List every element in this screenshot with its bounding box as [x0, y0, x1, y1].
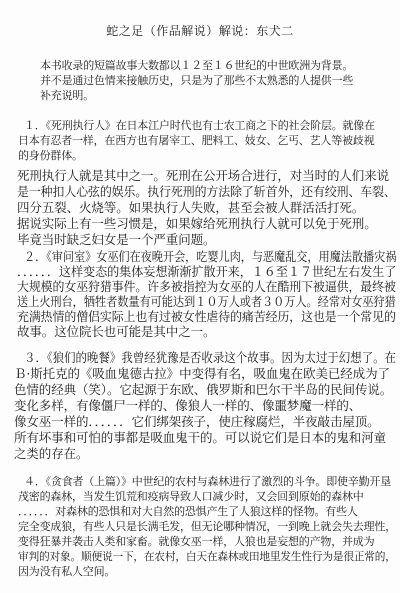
text-line: 色情的经典（笑）。它起源于东欧、俄罗斯和巴尔干半岛的民间传说。 [14, 382, 393, 397]
text-line: 审判的对象。顺便说一下，在农村，白天在森林或田地里发生性行为是很正常的， [18, 550, 396, 563]
text-line: 所有坏事和可怕的事都是吸血鬼干的。可以说它们是日本的鬼和河童 [14, 430, 387, 445]
text-line: ．．．．．．对森林的恐惧和对大自然的恐惧产生了人狼这样的怪物。有些人 [18, 505, 358, 518]
text-line: 茂密的森林，当发生饥荒和疫病导致人口减少时，又会回到原始的森林中 [18, 490, 364, 503]
text-line: 完全变成狼，有些人只是长满毛发，但无论哪种情况，一到晚上就会失去理性， [18, 520, 396, 533]
text-line: ３．《狼们的晚餐》我曾经犹豫是否收录这个故事。因为太过于幻想了。在 [24, 350, 396, 365]
text-line: 的身份群体。 [18, 149, 83, 162]
text-line: 送上火刑台，牺牲者数量有可能达到１０万人或者３０万人。经常对女巫狩猎 [17, 294, 396, 309]
text-line: Ｂ·斯托克的《吸血鬼德古拉》中变得有名，吸血鬼在欧美已经成为了 [14, 366, 390, 381]
text-line: 大规模的女巫狩猎事件。许多被指控为女巫的人在酷刑下被逼供，最终被 [17, 279, 396, 294]
text-line: 补充说明。 [40, 89, 94, 102]
text-line: ．．．．．．这样变态的集体妄想渐渐扩散开来，１６至１７世纪左右发生了 [17, 264, 397, 279]
text-line: 并不是通过色情来接触历史，只是为了那些不太熟悉的人提供一些 [40, 74, 354, 87]
text-line: 死刑执行人就是其中之一。死刑在公开场合进行，对当时的人们来说 [17, 168, 390, 183]
text-line: 之类的存在。 [14, 446, 89, 461]
text-line: 日本有忍者一样，在西方也有屠宰工、肥料工、妓女、乞丐、艺人等被歧视 [18, 134, 375, 147]
text-line: ４．《贪食者（上篇）》中世纪的农村与森林进行了激烈的斗争。即使辛勤开垦 [24, 475, 391, 488]
text-line: 本书收录的短篇故事大数都以１２至１６世纪的中世欧洲为背景。 [40, 59, 354, 72]
page-title: 蛇之足（作品解说）解说：东犬二 [106, 24, 294, 38]
text-line: 变化多样，有像僵尸一样的、像狼人一样的、像噩梦魔一样的、 [14, 398, 362, 413]
text-line: 因为没有私人空间。 [18, 565, 116, 578]
text-line: 像女巫一样的．．．．．．它们绑架孩子，使庄稼腐烂，半夜敲击屋顶。 [14, 414, 380, 429]
text-line: 四分五裂、火烧等。如果执行人失败，甚至会被人群活活打死。 [17, 200, 365, 215]
text-line: 充满热情的僧侣实际上也有过被女性虐待的痛苦经历，这也是一个常见的 [17, 309, 396, 324]
text-line: １．《死刑执行人》在日本江户时代也有士农工商之下的社会阶层。就像在 [24, 119, 375, 132]
text-line: 毕竟当时缺乏妇女是一个严重问题。 [17, 232, 216, 247]
text-line: 变得狂暴并袭击人类和家畜。就像女巫一样，人狼也是妄想的产物，并成为 [18, 535, 375, 548]
text-line: ２．《审问室》女巫们在夜晚开会，吃婴儿肉，与恶魔乱交，用魔法散播灾祸 [24, 249, 397, 264]
text-line: 据说实际上有一些习惯是，如果嫁给死刑执行人就可以免于死刑。 [17, 216, 377, 231]
text-line: 故事。这位院长也可能是其中之一。 [17, 324, 216, 339]
text-line: 是一种扣人心弦的娱乐。执行死刑的方法除了斩首外，还有绞刑、车裂、 [17, 184, 396, 199]
